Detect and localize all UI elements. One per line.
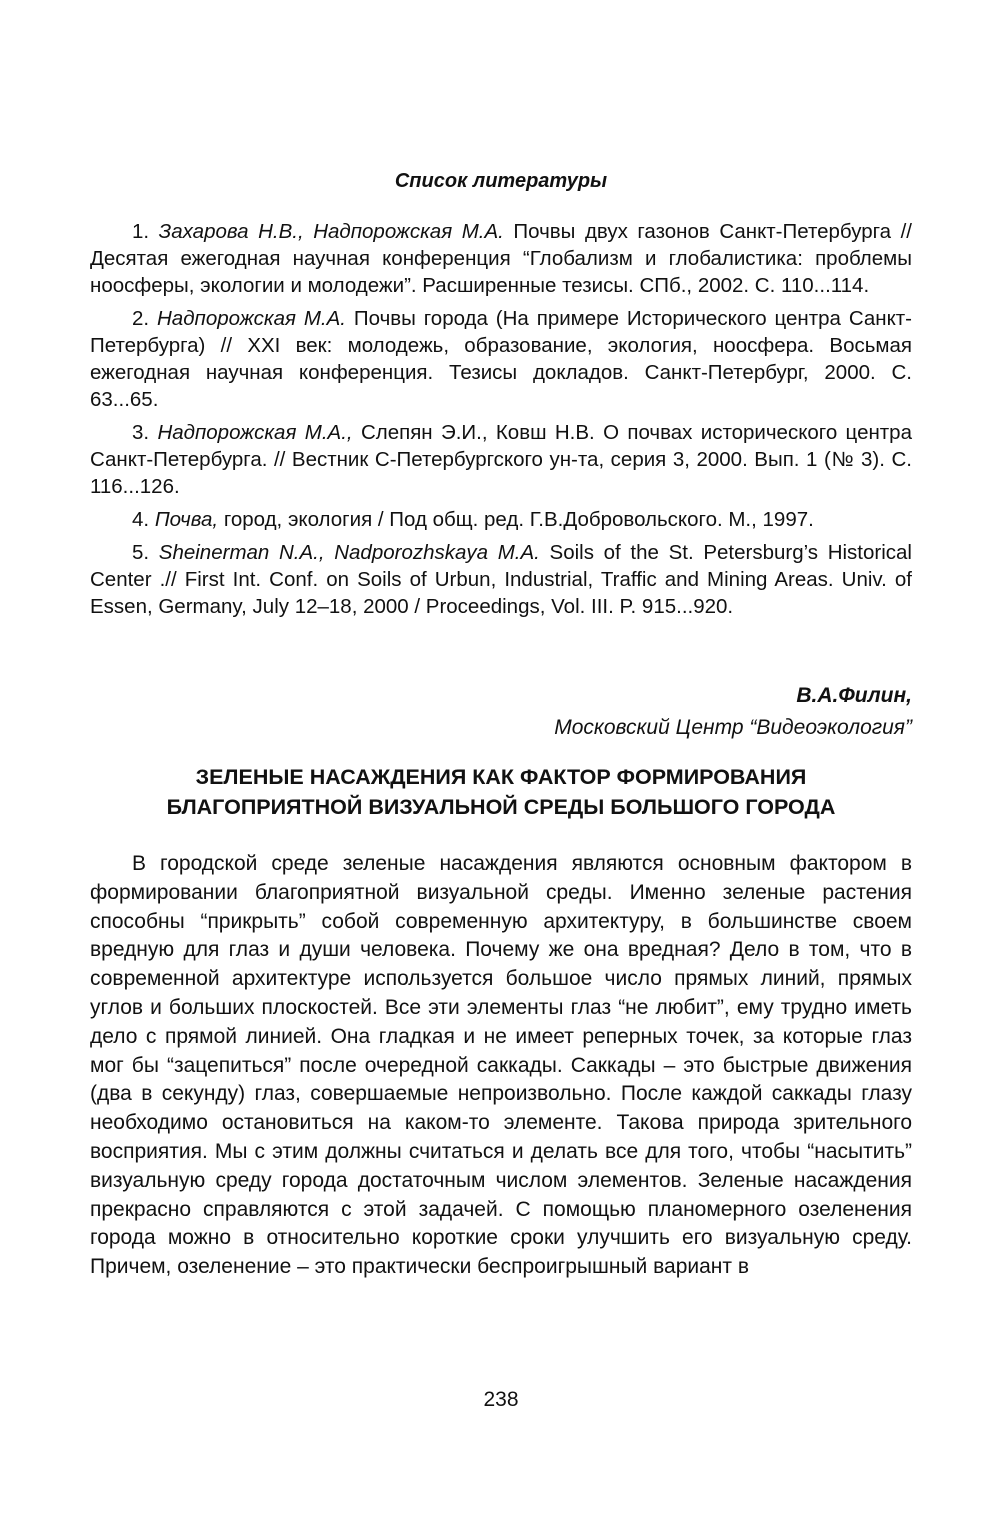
reference-item: [90, 419, 912, 500]
reference-number: 1.: [132, 220, 150, 243]
document-page: [90, 0, 912, 1521]
reference-number: 2.: [132, 307, 150, 330]
author-signature: [554, 680, 912, 744]
author-organization: Московский Центр “Видеоэкология”: [554, 716, 912, 739]
reference-item: [90, 218, 912, 299]
article-body-paragraph: В городской среде зеленые насаждения являются основным фактором в формировании благоприятной визуальной среды. Именно зеленые растения способны “прикрыть” собой современную архитектуру, в большинстве своем вредную для глаз и души человека. Почему же она вредная? Дело в том, что в современной архитектуре используется большое число прямых линий, прямых углов и больших плоскостей. Все эти элементы глаз “не любит”, ему трудно иметь дело с прямой линией. Она гладкая и не имеет реперных точек, за которые глаз мог бы “зацепиться” после очередной саккады. Саккады – это быстрые движения (два в секунду) глаз, совершаемые непроизвольно. После каждой саккады глазу необходимо остановиться на каком-то элементе. Такова природа зрительного восприятия. Мы с этим должны считаться и делать все для того, чтобы “насытить” визуальную среду города достаточным числом элементов. Зеленые насаждения прекрасно справляются с этой задачей. С помощью планомерного озеленения города можно в относительно короткие сроки улучшить его визуальную среду. Причем, озеленение – это практически беспроигрышный вариант в: [90, 852, 912, 1279]
reference-authors: Захарова Н.В., Надпорожская М.А.: [158, 220, 504, 243]
article-title-line-1: ЗЕЛЕНЫЕ НАСАЖДЕНИЯ КАК ФАКТОР ФОРМИРОВАНИЯ: [195, 765, 807, 789]
page-number: 238: [483, 1388, 519, 1411]
article-title-line-2: БЛАГОПРИЯТНОЙ ВИЗУАЛЬНОЙ СРЕДЫ БОЛЬШОГО ГОРОДА: [166, 795, 836, 819]
reference-authors: Sheinerman N.A., Nadporozhskaya M.A.: [158, 541, 540, 564]
reference-authors: Надпорожская М.А.,: [157, 421, 353, 444]
reference-number: 4.: [132, 508, 150, 531]
reference-item: [90, 539, 912, 620]
references-heading: Список литературы: [394, 170, 608, 192]
author-name: В.А.Филин,: [796, 684, 912, 707]
reference-text: город, экология / Под общ. ред. Г.В.Добровольского. М., 1997.: [223, 508, 814, 531]
reference-authors: Почва,: [154, 508, 219, 531]
reference-authors: Надпорожская М.А.: [157, 307, 346, 330]
references-list: [90, 218, 912, 626]
reference-item: [90, 506, 912, 533]
reference-text: Слепян Э.И., Ковш Н.В. О почвах исторического центра Санкт-Петербурга. // Вестник С-Петербургского ун-та, серия 3, 2000. Вып. 1 (№ 3). С. 116...126.: [90, 421, 912, 498]
reference-text: Почвы двух газонов Санкт-Петербурга // Десятая ежегодная научная конференция “Глобализм и глобалистика: проблемы ноосферы, экологии и молодежи”. Расширенные тезисы. СПб., 2002. С. 110...114.: [90, 220, 912, 297]
reference-text: Почвы города (На примере Исторического центра Санкт-Петербурга) // XXI век: молодежь, образование, экология, ноосфера. Восьмая ежегодная научная конференция. Тезисы докладов. Санкт-Петербург, 2000. С. 63...65.: [90, 307, 912, 411]
reference-number: 5.: [132, 541, 150, 564]
reference-number: 3.: [132, 421, 150, 444]
reference-text: Soils of the St. Petersburg’s Historical Center .// First Int. Conf. on Soils of Urbun, Industrial, Traffic and Mining Areas. Univ. of Essen, Germany, July 12–18, 2000 / Proceedings, Vol. III. P. 915...920.: [90, 541, 912, 618]
article-title: [90, 762, 912, 822]
reference-item: [90, 305, 912, 413]
